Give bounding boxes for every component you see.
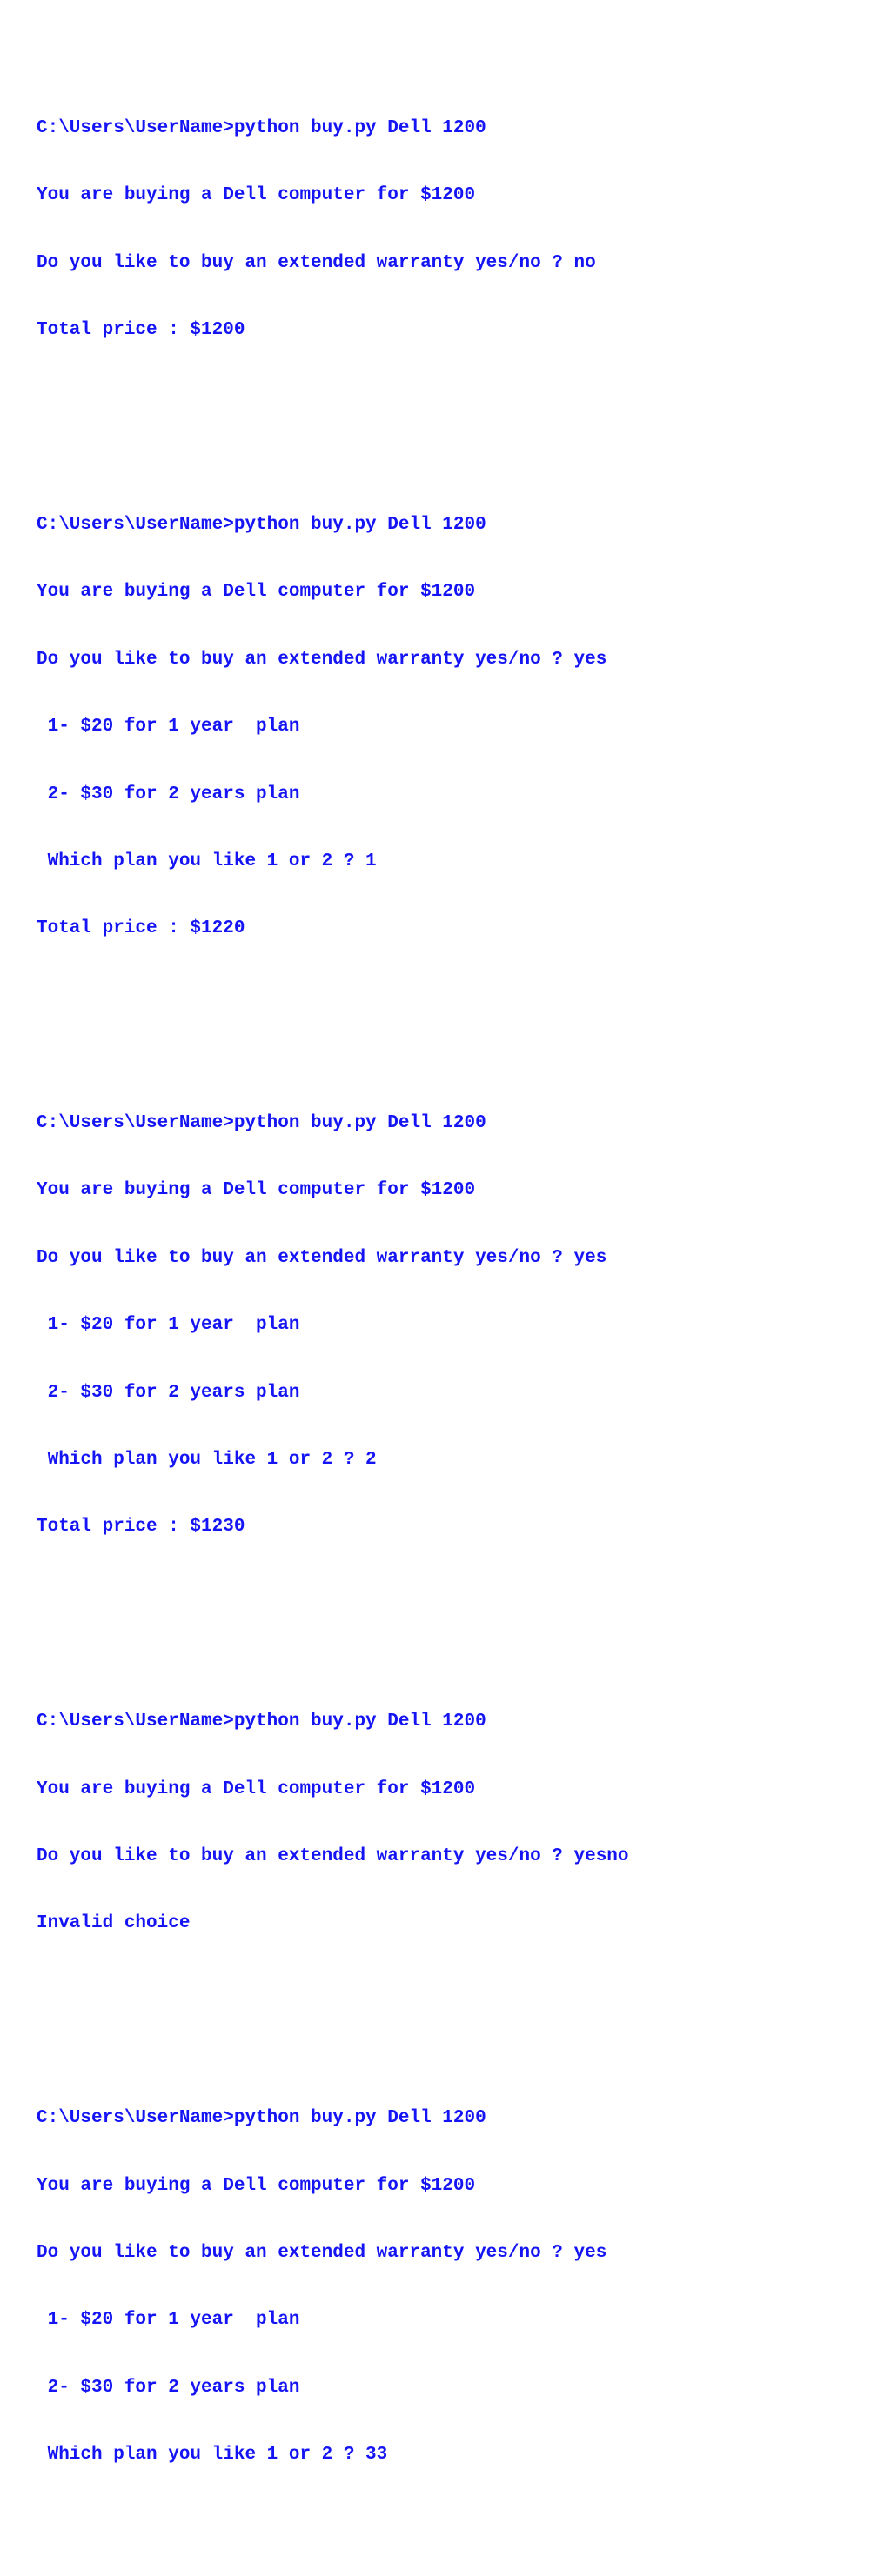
plan-option-line: 1- $20 for 1 year plan [37, 1315, 300, 1336]
plan-option-line: 1- $20 for 1 year plan [37, 717, 300, 737]
error-message-line: Invalid choice [37, 1913, 191, 1934]
output-line: You are buying a Dell computer for $1200 [37, 1779, 476, 1799]
prompt-command-line: C:\Users\UserName>python buy.py Dell 1200 [37, 2108, 486, 2129]
prompt-command-line: C:\Users\UserName>python buy.py Dell 1200 [37, 514, 486, 535]
plan-question-line: Which plan you like 1 or 2 ? 33 [37, 2445, 388, 2466]
warranty-question-line: Do you like to buy an extended warranty yes/no ? yesno [37, 1845, 629, 1866]
warranty-question-line: Do you like to buy an extended warranty yes/no ? no [37, 252, 596, 273]
session-4 [37, 1668, 872, 1978]
session-5 [37, 2065, 872, 2508]
warranty-question-line: Do you like to buy an extended warranty yes/no ? yes [37, 1247, 607, 1268]
total-price-line: Total price : $1220 [37, 918, 245, 939]
session-3 [37, 1070, 872, 1581]
output-line: You are buying a Dell computer for $1200 [37, 185, 476, 206]
plan-option-line: 2- $30 for 2 years plan [37, 784, 300, 804]
terminal-output [37, 15, 872, 2576]
session-1 [37, 75, 872, 384]
output-line: You are buying a Dell computer for $1200 [37, 582, 476, 603]
plan-option-line: 1- $20 for 1 year plan [37, 2310, 300, 2331]
session-2 [37, 471, 872, 983]
warranty-question-line: Do you like to buy an extended warranty yes/no ? yes [37, 649, 607, 670]
total-price-line: Total price : $1200 [37, 320, 245, 341]
plan-question-line: Which plan you like 1 or 2 ? 2 [37, 1450, 377, 1471]
output-line: You are buying a Dell computer for $1200 [37, 2175, 476, 2196]
plan-question-line: Which plan you like 1 or 2 ? 1 [37, 851, 377, 871]
plan-option-line: 2- $30 for 2 years plan [37, 1382, 300, 1403]
plan-option-line: 2- $30 for 2 years plan [37, 2377, 300, 2398]
total-price-line: Total price : $1230 [37, 1517, 245, 1538]
output-line: You are buying a Dell computer for $1200 [37, 1180, 476, 1201]
warranty-question-line: Do you like to buy an extended warranty yes/no ? yes [37, 2242, 607, 2263]
prompt-command-line: C:\Users\UserName>python buy.py Dell 1200 [37, 118, 486, 138]
prompt-command-line: C:\Users\UserName>python buy.py Dell 1200 [37, 1712, 486, 1732]
prompt-command-line: C:\Users\UserName>python buy.py Dell 1200 [37, 1113, 486, 1134]
